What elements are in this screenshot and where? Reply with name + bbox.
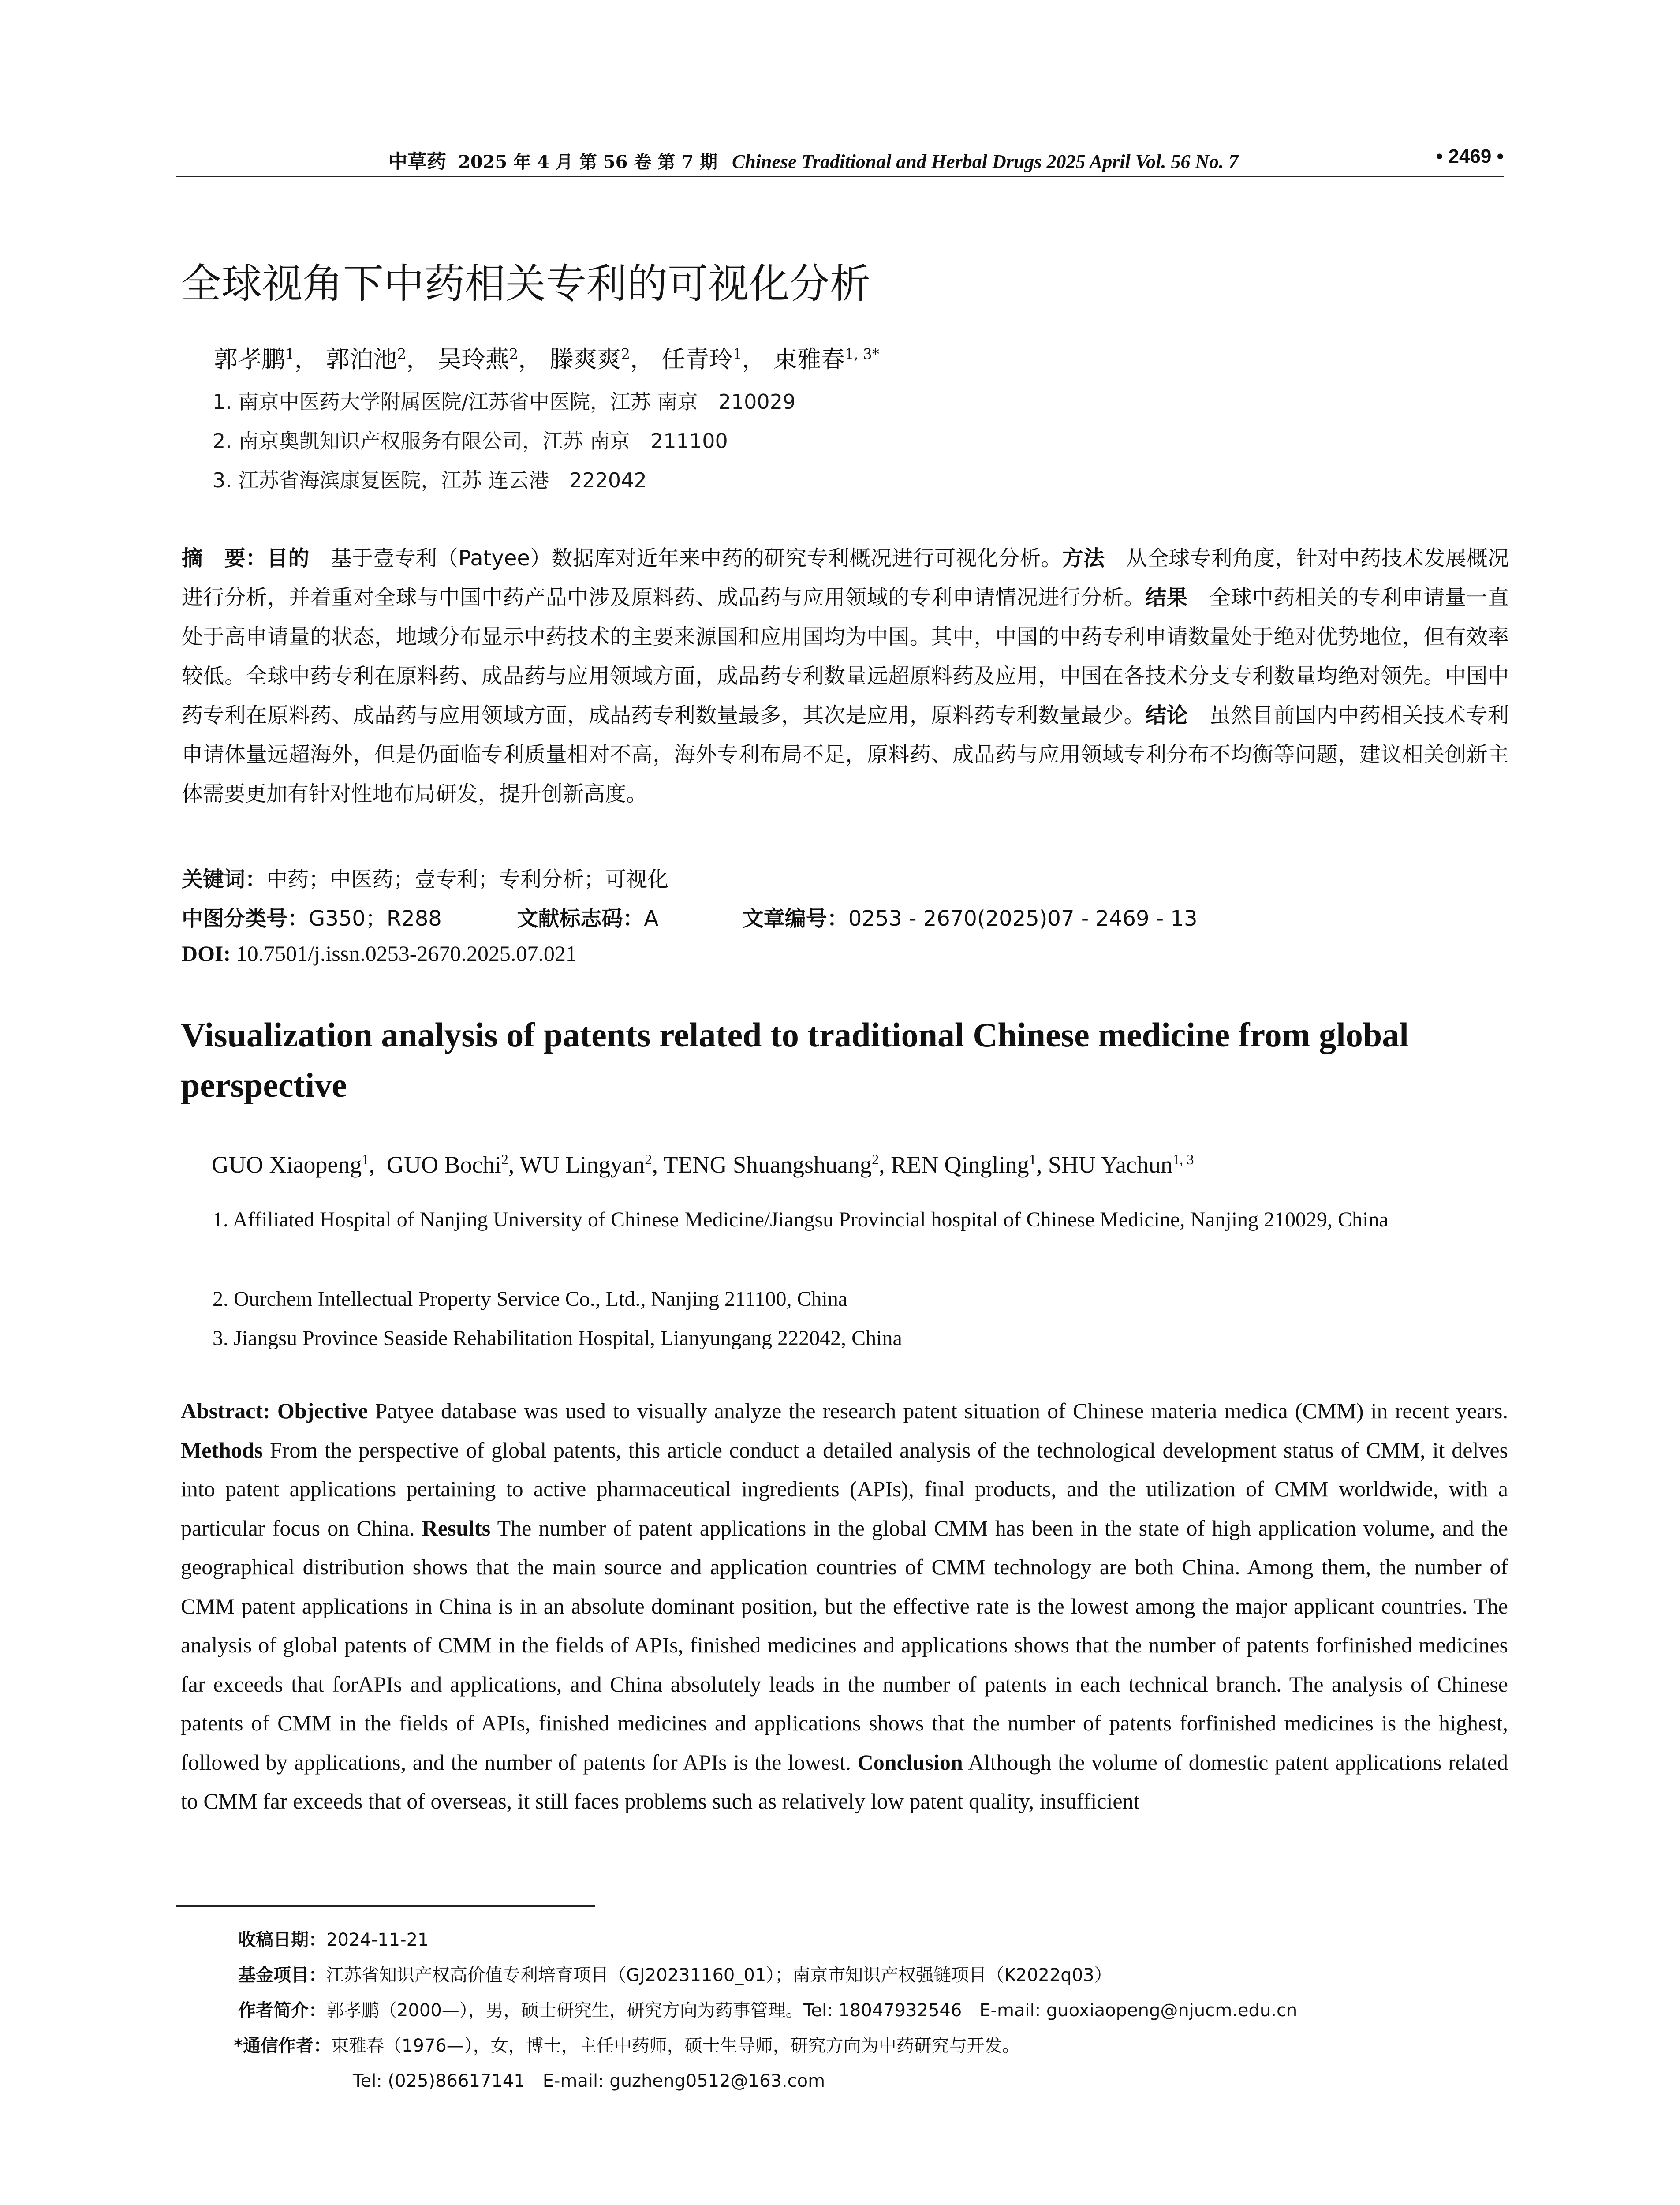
running-header (176, 142, 1504, 173)
footnote-rule (176, 1905, 595, 1907)
affiliation-en-1: 1. Affiliated Hospital of Nanjing University of Chinese Medicine/Jiangsu Provincial hospital of Chinese Medicine, Nanjing 210029, China (213, 1208, 1389, 1231)
journal-name-cn: 中草药 (388, 150, 446, 173)
fund: 江苏省知识产权高价值专利培育项目（GJ20231160_01）；南京市知识产权强链项目（K2022q03） (326, 1965, 1112, 1985)
authors-cn: 郭孝鹏$^1$， 郭泊池$^2$， 吴玲燕$^2$， 滕爽爽$^2$， 任青玲$^1$， 束雅春$^{1, 3*}$ (214, 345, 879, 373)
affiliation-en-2: 2. Ourchem Intellectual Property Service Co., Ltd., Nanjing 211100, China (213, 1287, 848, 1311)
author-sup: 2 (645, 1152, 652, 1168)
conclusion-cn: 虽然目前国内中药相关技术专利申请体量远超海外，但是仍面临专利质量相对不高，海外专利布局不足，原料药、成品药与应用领域专利分布不均衡等问题，建议相关创新主体需要更加有针对性地布局研发，提升创新高度。 (182, 703, 1509, 806)
objective-cn: 基于壹专利（Patyee）数据库对近年来中药的研究专利概况进行可视化分析。 (309, 546, 1062, 571)
affiliation-cn-2: 2. 南京奥凯知识产权服务有限公司，江苏 南京 211100 (213, 429, 728, 453)
affiliation-cn-3: 3. 江苏省海滨康复医院，江苏 连云港 222042 (213, 468, 647, 492)
author-cn: 郭泊池 (325, 345, 397, 373)
abstract-cn (182, 539, 1509, 814)
keywords-label: 关键词： (182, 867, 267, 892)
author-cn: 郭孝鹏 (214, 345, 285, 373)
article-no-label: 文章编号： (742, 906, 848, 931)
received-label: 收稿日期： (238, 1930, 326, 1950)
clc: G350；R288 (309, 906, 442, 931)
author-sup: 1 (733, 346, 742, 363)
conclusion-label-cn: 结论 (1145, 703, 1188, 728)
author-en: REN Qingling (891, 1151, 1029, 1178)
methods-label-cn: 方法 (1062, 546, 1105, 571)
author-en: WU Lingyan (519, 1151, 645, 1178)
results-label-en: Results (422, 1515, 491, 1540)
author-cn: 束雅春 (773, 345, 845, 373)
title-en: Visualization analysis of patents related to traditional Chinese medicine from global perspective (181, 1016, 1409, 1104)
conclusion-en: Although the volume of domestic patent applications related to CMM far exceeds that of overseas, it still faces problems such as relatively low patent quality, insufficient (181, 1749, 1508, 1813)
methods-cn: 从全球专利角度，针对中药技术发展概况进行分析，并着重对全球与中国中药产品中涉及原料药、成品药与应用领域的专利申请情况进行分析。 (182, 546, 1509, 610)
author-sup: 1, 3* (844, 346, 879, 363)
conclusion-label-en: Conclusion (857, 1749, 963, 1775)
keywords: 中药；中医药；壹专利；专利分析；可视化 (266, 867, 669, 892)
header-journal (388, 146, 1238, 174)
author-sup: 1 (1029, 1152, 1036, 1168)
author-en: TENG Shuangshuang (663, 1151, 872, 1178)
author-cn: 吴玲燕 (437, 345, 509, 373)
author-sup: 2 (871, 1152, 879, 1168)
header-rule (176, 176, 1504, 177)
clc-label: 中图分类号： (182, 906, 309, 931)
title-cn: 全球视角下中药相关专利的可视化分析 (181, 260, 871, 307)
footnote-received (238, 1926, 429, 1951)
author-sup: 2 (509, 346, 519, 363)
results-label-cn: 结果 (1145, 585, 1188, 610)
footnote-corresponding (234, 2032, 1020, 2057)
author-bio-label: 作者简介： (238, 2000, 326, 2021)
methods-en: From the perspective of global patents, this article conduct a detailed analysis of the technological development status of CMM, it delves into patent applications pertaining to active pharmaceutical ingredients (APIs), final products, and the utilization of CMM worldwide, with a particular focus on China. (181, 1437, 1508, 1540)
doi-line (182, 941, 577, 966)
doi-label: DOI: (182, 941, 231, 966)
corr-bio: 束雅春（1976—），女，博士，主任中药师，硕士生导师，研究方向为中药研究与开发。 (331, 2036, 1020, 2056)
abstract-label-cn: 摘 要： (182, 546, 267, 571)
author-sup: 2 (501, 1152, 508, 1168)
author-sup: 2 (621, 346, 630, 363)
footnote-fund (238, 1961, 1112, 1986)
results-cn: 全球中药相关的专利申请量一直处于高申请量的状态，地域分布显示中药技术的主要来源国和应用国均为中国。其中，中国的中药专利申请数量处于绝对优势地位，但有效率较低。全球中药专利在原料药、成品药与应用领域方面，成品药专利数量远超原料药及应用，中国在各技术分支专利数量均绝对领先。中国中药专利在原料药、成品药与应用领域方面，成品药专利数量最多，其次是应用，原料药专利数量最少。 (182, 585, 1509, 728)
author-sup: 1, 3 (1172, 1152, 1194, 1168)
methods-label-en: Methods (181, 1437, 263, 1462)
author-cn: 滕爽爽 (549, 345, 621, 373)
author-bio: 郭孝鹏（2000—），男，硕士研究生，研究方向为药事管理。Tel: 18047932546 E-mail: guoxiaopeng@njucm.edu.cn (326, 2000, 1298, 2021)
doc-code: A (644, 906, 659, 931)
affiliation-en-3: 3. Jiangsu Province Seaside Rehabilitation Hospital, Lianyungang 222042, China (213, 1327, 902, 1350)
corr-label: *通信作者： (234, 2036, 331, 2056)
page-number: • 2469 • (1436, 146, 1504, 167)
doi-value: 10.7501/j.issn.0253-2670.2025.07.021 (236, 941, 577, 966)
footnote-author (238, 1996, 1297, 2022)
author-sup: 1 (285, 346, 295, 363)
author-cn: 任青玲 (661, 345, 733, 373)
author-sup: 1 (362, 1152, 369, 1168)
author-sup: 2 (397, 346, 407, 363)
abstract-en (181, 1391, 1508, 1821)
fund-label: 基金项目： (238, 1965, 326, 1985)
objective-en: Patyee database was used to visually analyze the research patent situation of Chinese materia medica (CMM) in recent years. (368, 1398, 1508, 1423)
author-en: GUO Bochi (387, 1151, 501, 1178)
classification-line (182, 901, 1198, 932)
author-en: SHU Yachun (1048, 1151, 1172, 1178)
doc-code-label: 文献标志码： (517, 906, 644, 931)
author-en: GUO Xiaopeng (212, 1151, 362, 1178)
issue-cn: 2025 年 4 月 第 56 卷 第 7 期 (458, 152, 717, 172)
objective-label-cn: 目的 (267, 546, 310, 571)
abstract-label-en: Abstract: Objective (181, 1398, 368, 1423)
affiliation-cn-1: 1. 南京中医药大学附属医院/江苏省中医院，江苏 南京 210029 (213, 390, 796, 414)
footnote-corr-contact: Tel: (025)86617141 E-mail: guzheng0512@163.com (353, 2071, 825, 2091)
keywords-line (182, 862, 668, 893)
received-date: 2024-11-21 (326, 1930, 429, 1950)
results-en: The number of patent applications in the global CMM has been in the state of high application volume, and the geographical distribution shows that the main source and application countries of CMM technology are both China. Among them, the number of CMM patent applications in China is in an absolute dominant position, but the effective rate is the lowest among the major applicant countries. The analysis of global patents of CMM in the fields of APIs, finished medicines and applications shows that the number of patents forfinished medicines far exceeds that forAPIs and applications, and China absolutely leads in the number of patents in each technical branch. The analysis of Chinese patents of CMM in the fields of APIs, finished medicines and applications shows that the number of patents forfinished medicines is the highest, followed by applications, and the number of patents for APIs is the lowest. (181, 1515, 1508, 1775)
article-no: 0253 - 2670(2025)07 - 2469 - 13 (848, 906, 1198, 931)
authors-en: GUO Xiaopeng$^1$, GUO Bochi$^2$, WU Lingyan$^2$, TENG Shuangshuang$^2$, REN Qingling$^1$, SHU Yachun$^{1, 3}$ (212, 1151, 1194, 1178)
journal-name-en: Chinese Traditional and Herbal Drugs 2025 April Vol. 56 No. 7 (732, 151, 1239, 172)
